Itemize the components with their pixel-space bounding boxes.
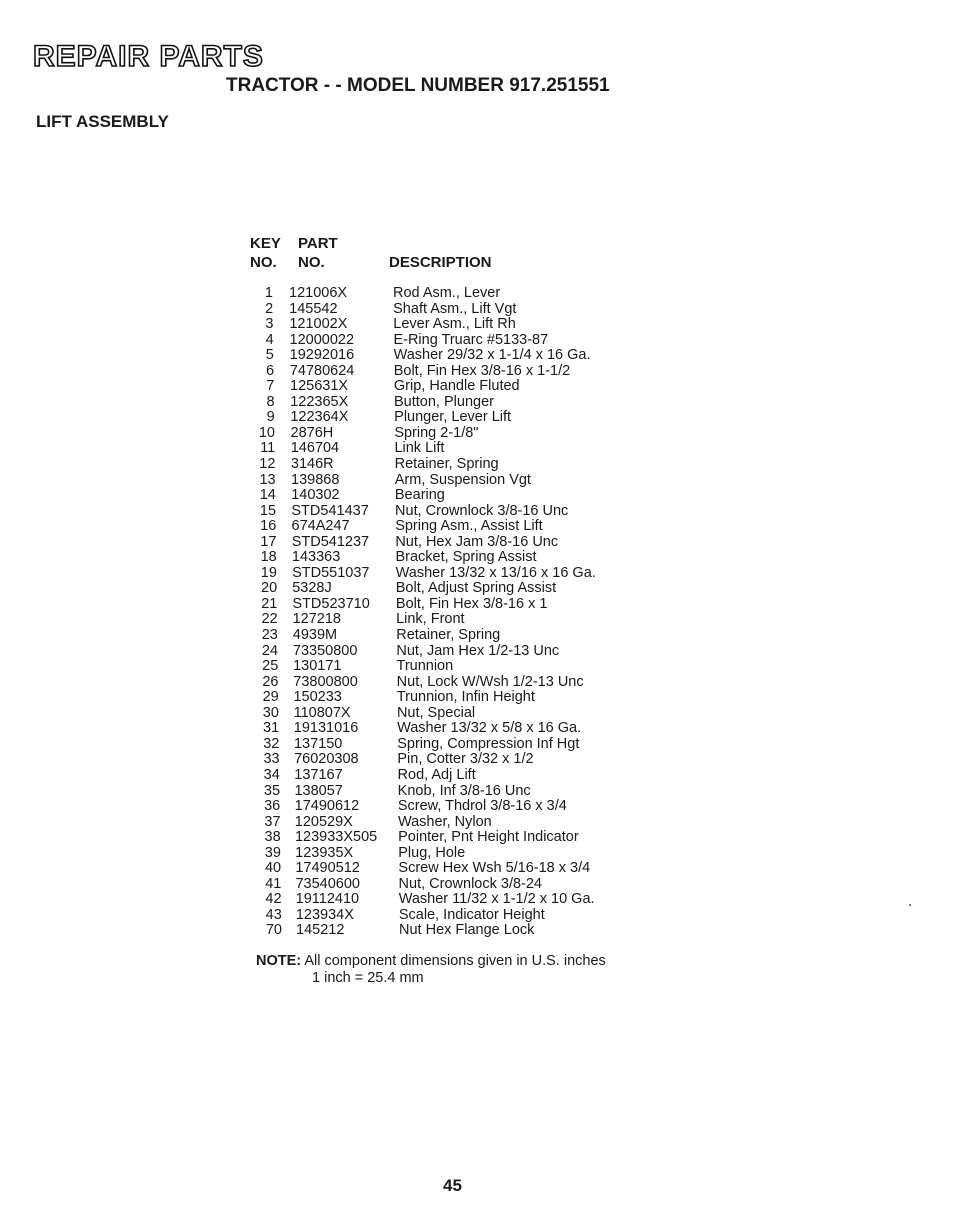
part-description: Link, Front [396, 611, 465, 628]
table-row [0, 644, 954, 660]
part-number: 122364X [290, 409, 349, 426]
table-row [0, 737, 954, 753]
part-description: Plug, Hole [398, 844, 466, 861]
key-number: 35 [263, 782, 281, 799]
key-number: 16 [260, 518, 277, 535]
key-number: 5 [265, 347, 274, 364]
part-description: Bolt, Fin Hex 3/8-16 x 1 [395, 595, 548, 612]
note-label: NOTE: [256, 953, 302, 969]
part-description: Link Lift [394, 440, 445, 457]
table-row [0, 892, 954, 908]
key-number: 22 [261, 611, 278, 628]
key-header-line1: KEY [250, 235, 281, 252]
part-number: 137167 [294, 766, 343, 783]
part-description: E-Ring Truarc #5133-87 [393, 331, 549, 348]
part-number: 130171 [293, 658, 342, 675]
part-description: Rod Asm., Lever [393, 285, 501, 301]
key-number: 31 [263, 720, 280, 737]
table-row [0, 473, 954, 489]
key-number: 12 [259, 456, 276, 473]
part-description: Nut, Jam Hex 1/2-13 Unc [396, 642, 560, 659]
key-number: 19 [260, 564, 277, 581]
table-row [0, 504, 954, 520]
key-number: 18 [260, 549, 277, 566]
key-number: 21 [261, 595, 278, 612]
part-description: Rod, Adj Lift [397, 766, 476, 783]
part-description: Pin, Cotter 3/32 x 1/2 [397, 751, 534, 768]
part-description: Spring, Compression Inf Hgt [397, 735, 580, 752]
part-description: Bolt, Fin Hex 3/8-16 x 1-1/2 [393, 362, 571, 379]
part-description: Nut, Crownlock 3/8-16 Unc [395, 502, 569, 519]
table-row [0, 348, 954, 364]
table-row [0, 426, 954, 442]
part-description: Retainer, Spring [394, 456, 499, 473]
part-number: 121002X [289, 316, 348, 333]
description-header: DESCRIPTION [389, 254, 492, 271]
key-number: 37 [264, 813, 281, 830]
part-number: 73350800 [292, 642, 358, 659]
key-number: 8 [266, 393, 275, 410]
table-row [0, 317, 954, 333]
table-row [0, 908, 954, 924]
table-row [0, 830, 954, 846]
section-title: LIFT ASSEMBLY [36, 112, 169, 131]
part-description: Washer 11/32 x 1-1/2 x 10 Ga. [398, 891, 595, 908]
part-number: 150233 [293, 689, 342, 706]
key-number: 10 [258, 424, 275, 441]
key-number: 70 [265, 922, 282, 939]
table-row [0, 379, 954, 395]
note [256, 953, 606, 970]
part-number: 5328J [292, 580, 332, 597]
key-number: 25 [262, 658, 279, 675]
part-number: STD551037 [292, 564, 370, 581]
key-number: 43 [265, 906, 282, 923]
part-description: Nut, Crownlock 3/8-24 [398, 875, 542, 892]
table-row [0, 286, 954, 302]
part-number: 120529X [294, 813, 353, 830]
key-number: 9 [266, 409, 275, 426]
key-number: 11 [260, 440, 276, 457]
part-description: Nut, Special [396, 704, 476, 721]
key-number: 40 [264, 860, 282, 877]
part-description: Washer, Nylon [397, 813, 492, 830]
part-number: 123933X505 [294, 829, 378, 846]
part-number: STD541237 [291, 533, 370, 550]
part-number: 76020308 [294, 751, 359, 768]
key-number: 23 [261, 627, 278, 644]
part-number: 146704 [290, 440, 340, 457]
key-number: 26 [262, 673, 279, 690]
part-description: Lever Asm., Lift Rh [393, 316, 516, 333]
part-number: 19131016 [293, 720, 359, 737]
table-row [0, 846, 954, 862]
key-number: 30 [262, 704, 279, 721]
part-description: Plunger, Lever Lift [394, 409, 512, 426]
key-number: 32 [263, 735, 280, 752]
part-description: Pointer, Pnt Height Indicator [398, 829, 579, 846]
page-heading: REPAIR PARTS [33, 40, 264, 73]
part-number: 137150 [293, 735, 343, 752]
table-row [0, 441, 954, 457]
part-description: Trunnion [396, 658, 454, 675]
part-number: 138057 [294, 782, 343, 799]
table-row [0, 784, 954, 800]
table-row [0, 861, 954, 877]
table-row [0, 364, 954, 380]
table-row [0, 535, 954, 551]
key-number: 38 [264, 829, 281, 846]
page-number: 45 [443, 1176, 462, 1195]
part-description: Button, Plunger [394, 393, 494, 410]
key-number: 20 [261, 580, 278, 597]
table-row [0, 488, 954, 504]
table-row [0, 706, 954, 722]
table-row [0, 612, 954, 628]
part-number: 145542 [289, 300, 338, 317]
table-row [0, 877, 954, 893]
part-description: Spring 2-1/8" [394, 424, 479, 441]
part-description: Nut, Lock W/Wsh 1/2-13 Unc [396, 673, 584, 690]
part-number: 674A247 [291, 518, 350, 535]
key-number: 17 [260, 533, 277, 550]
part-number: 4939M [292, 627, 338, 644]
table-row [0, 333, 954, 349]
part-description: Bolt, Adjust Spring Assist [395, 580, 557, 597]
key-number: 13 [259, 471, 276, 488]
part-number: 17490612 [294, 798, 360, 815]
part-description: Knob, Inf 3/8-16 Unc [397, 782, 531, 799]
table-row [0, 628, 954, 644]
table-row [0, 581, 954, 597]
part-number: 12000022 [289, 331, 355, 348]
key-number: 4 [265, 331, 274, 348]
part-number: 125631X [290, 378, 349, 395]
part-number: 3146R [290, 456, 334, 473]
key-number: 2 [265, 300, 274, 317]
key-number: 14 [259, 487, 276, 504]
part-number: 73540600 [295, 875, 360, 892]
table-row [0, 410, 954, 426]
key-number: 3 [265, 316, 274, 333]
table-row [0, 721, 954, 737]
key-number: 15 [259, 502, 277, 519]
part-description: Scale, Indicator Height [398, 906, 545, 923]
part-description: Grip, Handle Fluted [393, 378, 520, 395]
part-number: STD523710 [292, 595, 370, 612]
note-text: All component dimensions given in U.S. inches [304, 953, 606, 969]
part-number: 19292016 [289, 347, 355, 364]
part-description: Nut Hex Flange Lock [399, 922, 535, 939]
table-row [0, 302, 954, 318]
key-number: 7 [266, 378, 275, 395]
part-number: 123934X [295, 906, 354, 923]
table-row [0, 675, 954, 691]
key-number: 36 [264, 798, 281, 815]
part-description: Washer 29/32 x 1-1/4 x 16 Ga. [393, 347, 591, 364]
table-row [0, 395, 954, 411]
part-description: Trunnion, Infin Height [396, 689, 535, 706]
model-title: TRACTOR - - MODEL NUMBER 917.251551 [226, 75, 610, 96]
part-description: Bracket, Spring Assist [395, 549, 537, 566]
key-number: 33 [263, 751, 280, 768]
part-number: 19112410 [295, 891, 360, 908]
key-number: 42 [265, 891, 282, 908]
table-row [0, 690, 954, 706]
key-header-line2: NO. [250, 254, 277, 271]
part-number: 74780624 [289, 362, 355, 379]
part-description: Screw, Thdrol 3/8-16 x 3/4 [397, 798, 567, 815]
table-row [0, 457, 954, 473]
part-number: STD541437 [291, 502, 369, 519]
part-number: 2876H [290, 424, 334, 441]
key-number: 39 [264, 844, 281, 861]
part-header-line2: NO. [298, 254, 325, 271]
part-description: Retainer, Spring [396, 627, 501, 644]
table-row [0, 519, 954, 535]
key-number: 24 [261, 642, 279, 659]
part-description: Washer 13/32 x 5/8 x 16 Ga. [397, 720, 582, 737]
part-number: 73800800 [293, 673, 358, 690]
part-number: 143363 [291, 549, 341, 566]
part-description: Bearing [394, 487, 445, 504]
part-description: Screw Hex Wsh 5/16-18 x 3/4 [398, 860, 591, 877]
table-row [0, 752, 954, 768]
table-row [0, 815, 954, 831]
table-row [0, 659, 954, 675]
part-description: Washer 13/32 x 13/16 x 16 Ga. [395, 564, 596, 581]
part-description: Spring Asm., Assist Lift [395, 518, 543, 535]
part-header-line1: PART [298, 235, 338, 252]
table-row [0, 550, 954, 566]
part-number: 145212 [296, 922, 345, 939]
key-number: 34 [263, 766, 280, 783]
part-number: 17490512 [295, 860, 360, 877]
key-number: 29 [262, 689, 279, 706]
key-number: 6 [266, 362, 275, 379]
table-row [0, 923, 954, 939]
table-row [0, 799, 954, 815]
part-description: Arm, Suspension Vgt [394, 471, 531, 488]
part-number: 122365X [290, 393, 349, 410]
part-description: Shaft Asm., Lift Vgt [393, 300, 517, 317]
part-number: 140302 [291, 487, 340, 504]
parts-table [0, 286, 954, 939]
table-row [0, 566, 954, 582]
key-number: 1 [264, 285, 273, 301]
part-description: Nut, Hex Jam 3/8-16 Unc [395, 533, 559, 550]
scan-speck [909, 904, 911, 906]
part-number: 123935X [295, 844, 354, 861]
table-row [0, 768, 954, 784]
table-row [0, 597, 954, 613]
part-number: 139868 [291, 471, 340, 488]
part-number: 121006X [289, 285, 348, 301]
part-number: 110807X [293, 704, 351, 721]
note-conversion: 1 inch = 25.4 mm [312, 970, 424, 986]
key-number: 41 [265, 875, 282, 892]
part-number: 127218 [292, 611, 341, 628]
